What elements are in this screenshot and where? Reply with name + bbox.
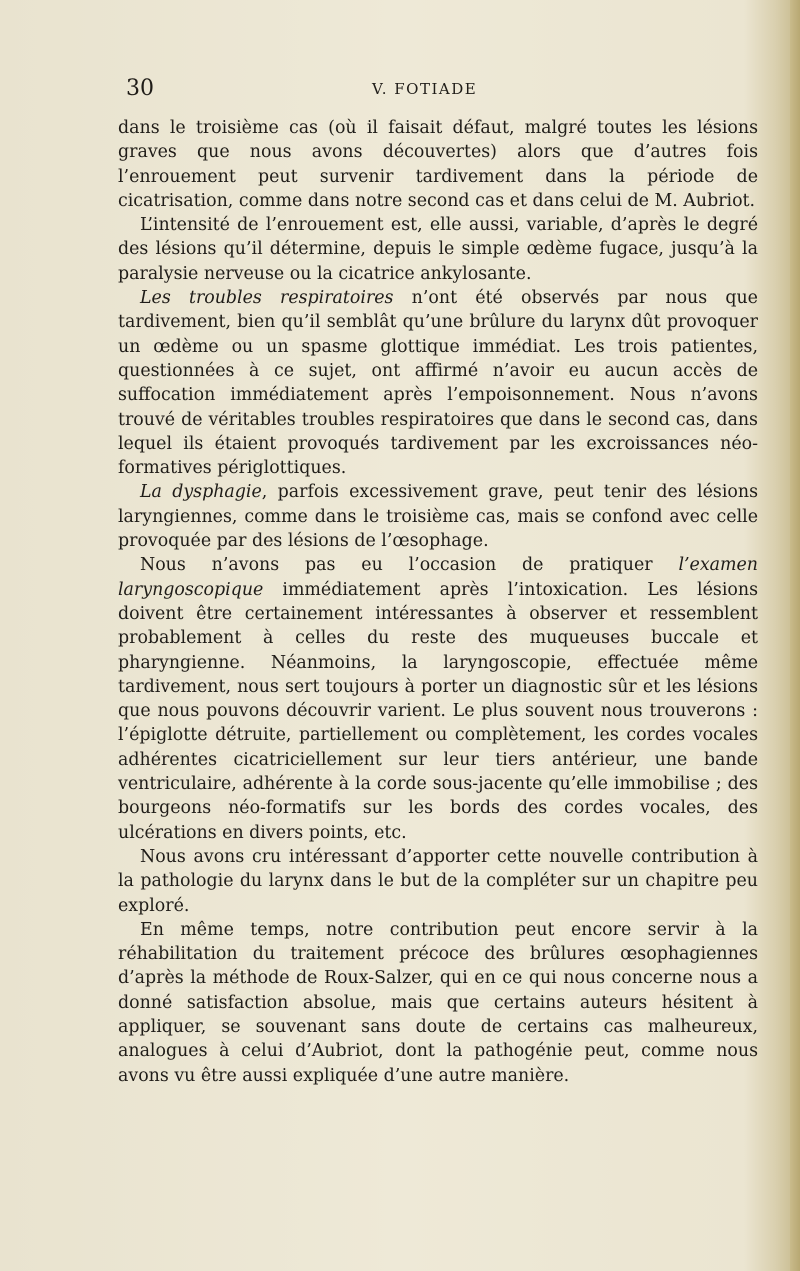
- paragraph-6: Nous avons cru intéressant d’apporter cette nouvelle contribution à la pathologie du larynx dans le but de la compléter sur un chapitre peu exploré.: [118, 846, 758, 916]
- running-head: V. FOTIADE: [372, 80, 478, 98]
- paragraph-1: dans le troisième cas (où il faisait défaut, malgré toutes les lésions graves que nous avons découvertes) alors que d’autres fois l’enrouement peut survenir tardivement dans la période de cicatrisation, comme dans notre second cas et dans celui de M. Aubriot.: [118, 118, 758, 211]
- body-text: [118, 116, 758, 1088]
- page-edge: [790, 0, 800, 1271]
- paragraph-4: [118, 480, 758, 553]
- paragraph-3: [118, 286, 758, 480]
- paragraph-4-text: , parfois excessivement grave, peut tenir des lésions laryngiennes, comme dans le troisième cas, mais se confond avec celle provoquée par des lésions de l’œsophage.: [118, 482, 758, 552]
- italic-term-dysphagia: La dysphagie: [140, 482, 262, 503]
- page-header: [126, 76, 756, 106]
- paragraph-2: L’intensité de l’enrouement est, elle aussi, variable, d’après le degré des lésions qu’il détermine, depuis le simple œdème fugace, jusqu’à la paralysie nerveuse ou la cicatrice ankylosante.: [118, 215, 758, 284]
- italic-term-respiratory: Les troubles respiratoires: [140, 288, 394, 309]
- italic-term-laryngoscopy: l’examen laryngoscopique: [118, 555, 758, 600]
- paragraph-5-start: Nous n’avons pas eu l’occasion de pratiquer: [140, 555, 679, 576]
- paragraph-7: En même temps, notre contribution peut encore servir à la réhabilitation du traitement précoce des brûlures œsophagiennes d’après la méthode de Roux-Salzer, qui en ce qui nous concerne nous a donné satisfaction absolue, mais que certains auteurs hésitent à appliquer, se souvenant sans doute de certains cas malheureux, analogues à celui d’Aubriot, dont la pathogénie peut, comme nous avons vu être aussi expliquée d’une autre manière.: [118, 919, 758, 1086]
- paragraph-3-text: n’ont été observés par nous que tardivement, bien qu’il semblât qu’une brûlure du larynx dût provoquer un œdème ou un spasme glottique immédiat. Les trois patientes, questionnées à ce sujet, ont affirmé n’avoir eu aucun accès de suffocation immédiatement après l’empoisonnement. Nous n’avons trouvé de véritables troubles respiratoires que dans le second cas, dans lequel ils étaient provoqués tardivement par les excroissances néo-formatives périglottiques.: [118, 288, 758, 479]
- paragraph-5-text: immédiatement après l’intoxication. Les lésions doivent être certainement intéressantes à observer et ressemblent probablement à celles du reste des muqueuses buccale et pharyngienne. Néanmoins, la laryngoscopie, effectuée même tardivement, nous sert toujours à porter un diagnostic sûr et les lésions que nous pouvons découvrir varient. Le plus souvent nous trouverons : l’épiglotte détruite, partiellement ou complètement, les cordes vocales adhérentes cicatriciellement sur leur tiers antérieur, une bande ventriculaire, adhérente à la corde sous-jacente qu’elle immobilise ; des bourgeons néo-formatifs sur les bords des cordes vocales, des ulcérations en divers points, etc.: [118, 579, 758, 843]
- paragraph-5: [118, 553, 758, 845]
- page-number: 30: [126, 76, 154, 101]
